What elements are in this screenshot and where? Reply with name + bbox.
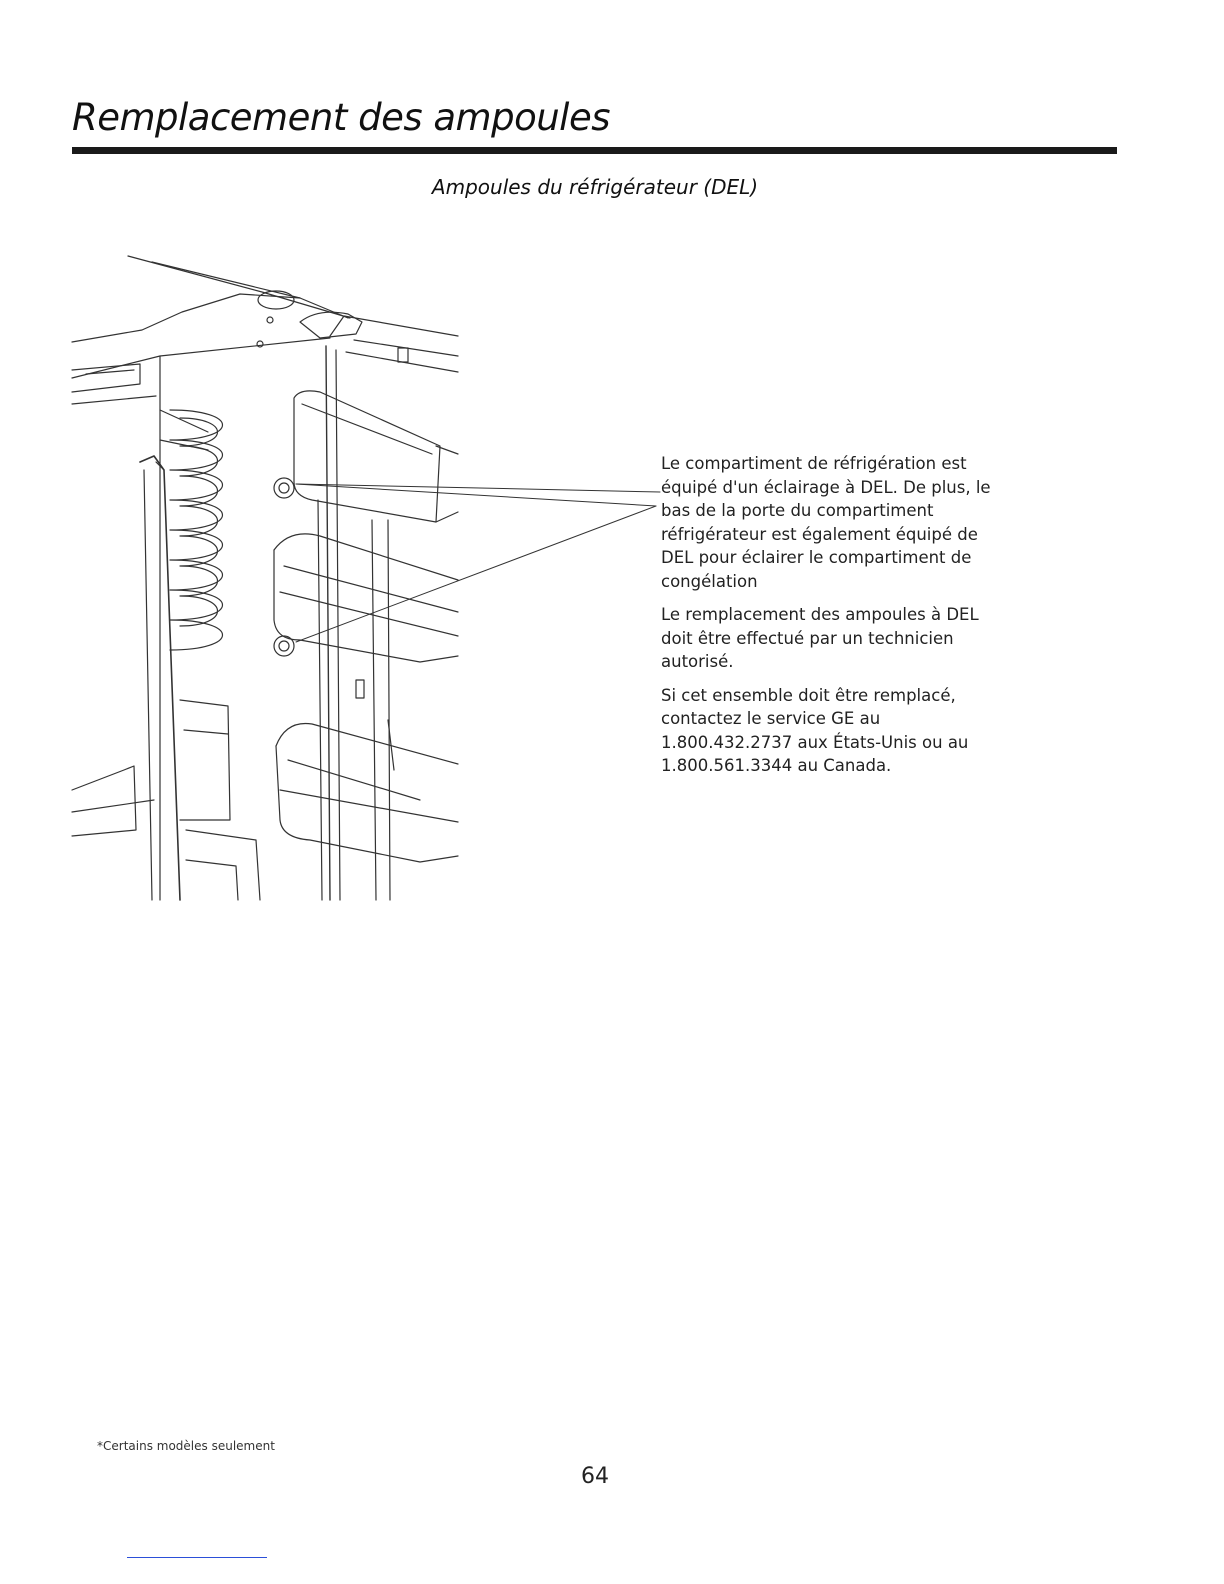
paragraph-authorized-technician: Le remplacement des ampoules à DEL doit être effectué par un technicien autorisé.	[661, 605, 979, 671]
paragraph-ge-service-contact: Si cet ensemble doit être remplacé, contactez le service GE au 1.800.432.2737 aux États-Unis ou au 1.800.561.3344 au Canada.	[661, 685, 969, 775]
paragraph-led-lighting: Le compartiment de réfrigération est équipé d'un éclairage à DEL. De plus, le bas de la porte du compartiment réfrigérateur est également équipé de DEL pour éclairer le compartiment de congélation	[661, 454, 991, 591]
footer-rule	[127, 1557, 267, 1558]
page-number: 64	[581, 1464, 609, 1489]
led-description	[661, 452, 1011, 788]
page-title: Remplacement des ampoules	[72, 96, 610, 139]
section-heading: Ampoules du réfrigérateur (DEL)	[431, 175, 759, 199]
footnote: *Certains modèles seulement	[97, 1439, 275, 1453]
